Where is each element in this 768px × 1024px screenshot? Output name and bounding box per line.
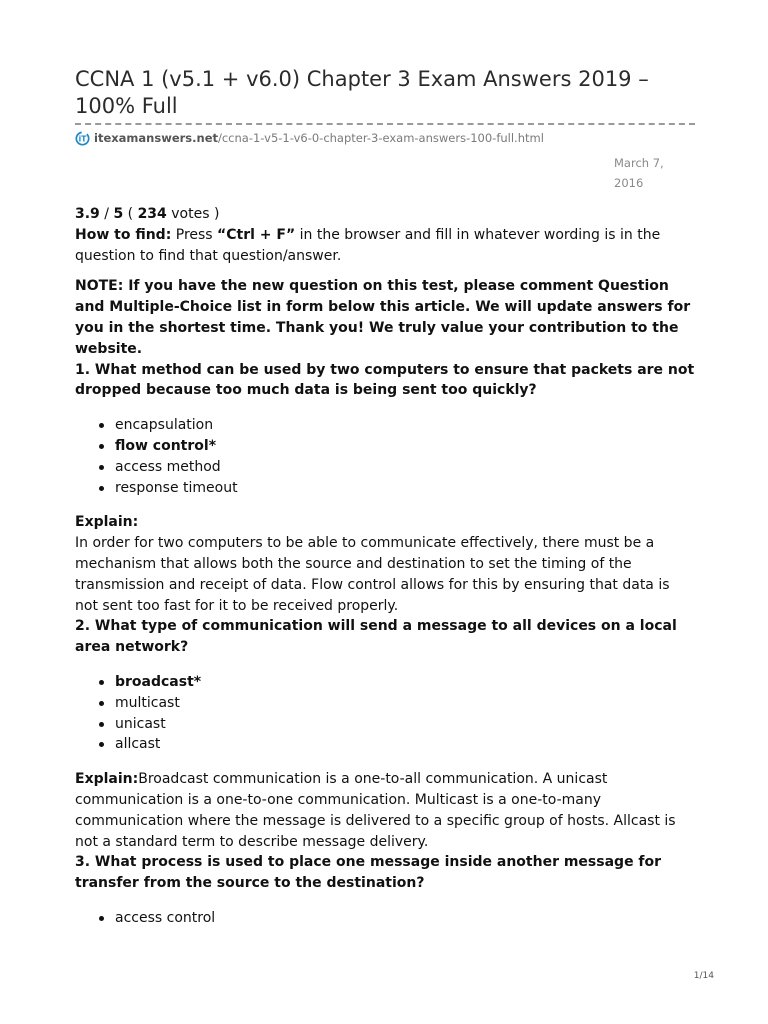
source-link[interactable] xyxy=(75,130,544,146)
option: response timeout xyxy=(75,478,695,499)
options-list-2 xyxy=(75,672,695,755)
source-path: /ccna-1-v5-1-v6-0-chapter-3-exam-answers-100-full.html xyxy=(217,131,544,145)
rating-max: 5 xyxy=(113,206,124,222)
rating-votes: 234 xyxy=(137,206,167,222)
question-2: 2. What type of communication will send a message to all devices on a local area network? xyxy=(75,618,677,656)
explain-label-1: Explain: xyxy=(75,514,139,531)
note: NOTE: If you have the new question on this test, please comment Question and Multiple-Choice list in form below this article. We will update answers for you in the shortest time. Thank you! We truly value your contribution to the website. xyxy=(75,278,691,357)
how-to-find xyxy=(75,225,695,267)
rating-separator: / xyxy=(99,206,114,222)
rating-line xyxy=(75,204,695,225)
how-to-find-label: How to find: xyxy=(75,226,172,243)
option: multicast xyxy=(75,693,695,714)
option-correct: flow control* xyxy=(75,436,695,457)
option-correct: broadcast* xyxy=(75,672,695,693)
rating-open: ( xyxy=(123,206,138,222)
how-to-find-pre: Press xyxy=(171,226,218,243)
itexam-logo-icon xyxy=(75,131,90,146)
explain-text-2: Broadcast communication is a one-to-all communication. A unicast communication is a one-to-one communication. Multicast is a one-to-many communication where the message is delivered to a specific group of hosts. Allcast is not a standard term to describe message delivery. xyxy=(75,771,676,850)
article-body xyxy=(75,204,695,943)
options-list-3 xyxy=(75,908,695,929)
rating-score: 3.9 xyxy=(75,206,100,222)
option: unicast xyxy=(75,714,695,735)
explain-2 xyxy=(75,769,695,852)
how-to-find-post: in the browser and fill in whatever wording is in the question to find that question/answer. xyxy=(75,226,661,264)
dashed-divider xyxy=(75,123,695,125)
options-list-1 xyxy=(75,415,695,498)
rating-votes-label: votes ) xyxy=(166,206,220,222)
option: encapsulation xyxy=(75,415,695,436)
publish-date: March 7, 2016 xyxy=(614,156,664,190)
svg-text:iT: iT xyxy=(78,134,87,144)
how-to-find-keys: “Ctrl + F” xyxy=(217,226,296,243)
page-title: CCNA 1 (v5.1 + v6.0) Chapter 3 Exam Answers 2019 – 100% Full xyxy=(75,67,649,118)
explain-label-2: Explain: xyxy=(75,771,139,788)
option: access method xyxy=(75,457,695,478)
question-1: 1. What method can be used by two computers to ensure that packets are not dropped because too much data is being sent too quickly? xyxy=(75,361,695,399)
page-number: 1/14 xyxy=(693,971,714,981)
question-3: 3. What process is used to place one message inside another message for transfer from the source to the destination? xyxy=(75,854,662,892)
option: access control xyxy=(75,908,695,929)
explain-text-1: In order for two computers to be able to communicate effectively, there must be a mechanism that allows both the source and destination to set the timing of the transmission and receipt of data. Flow control allows for this by ensuring that data is not sent too fast for it to be received properly. xyxy=(75,535,670,614)
option: allcast xyxy=(75,734,695,755)
source-domain: itexamanswers.net xyxy=(94,131,218,145)
